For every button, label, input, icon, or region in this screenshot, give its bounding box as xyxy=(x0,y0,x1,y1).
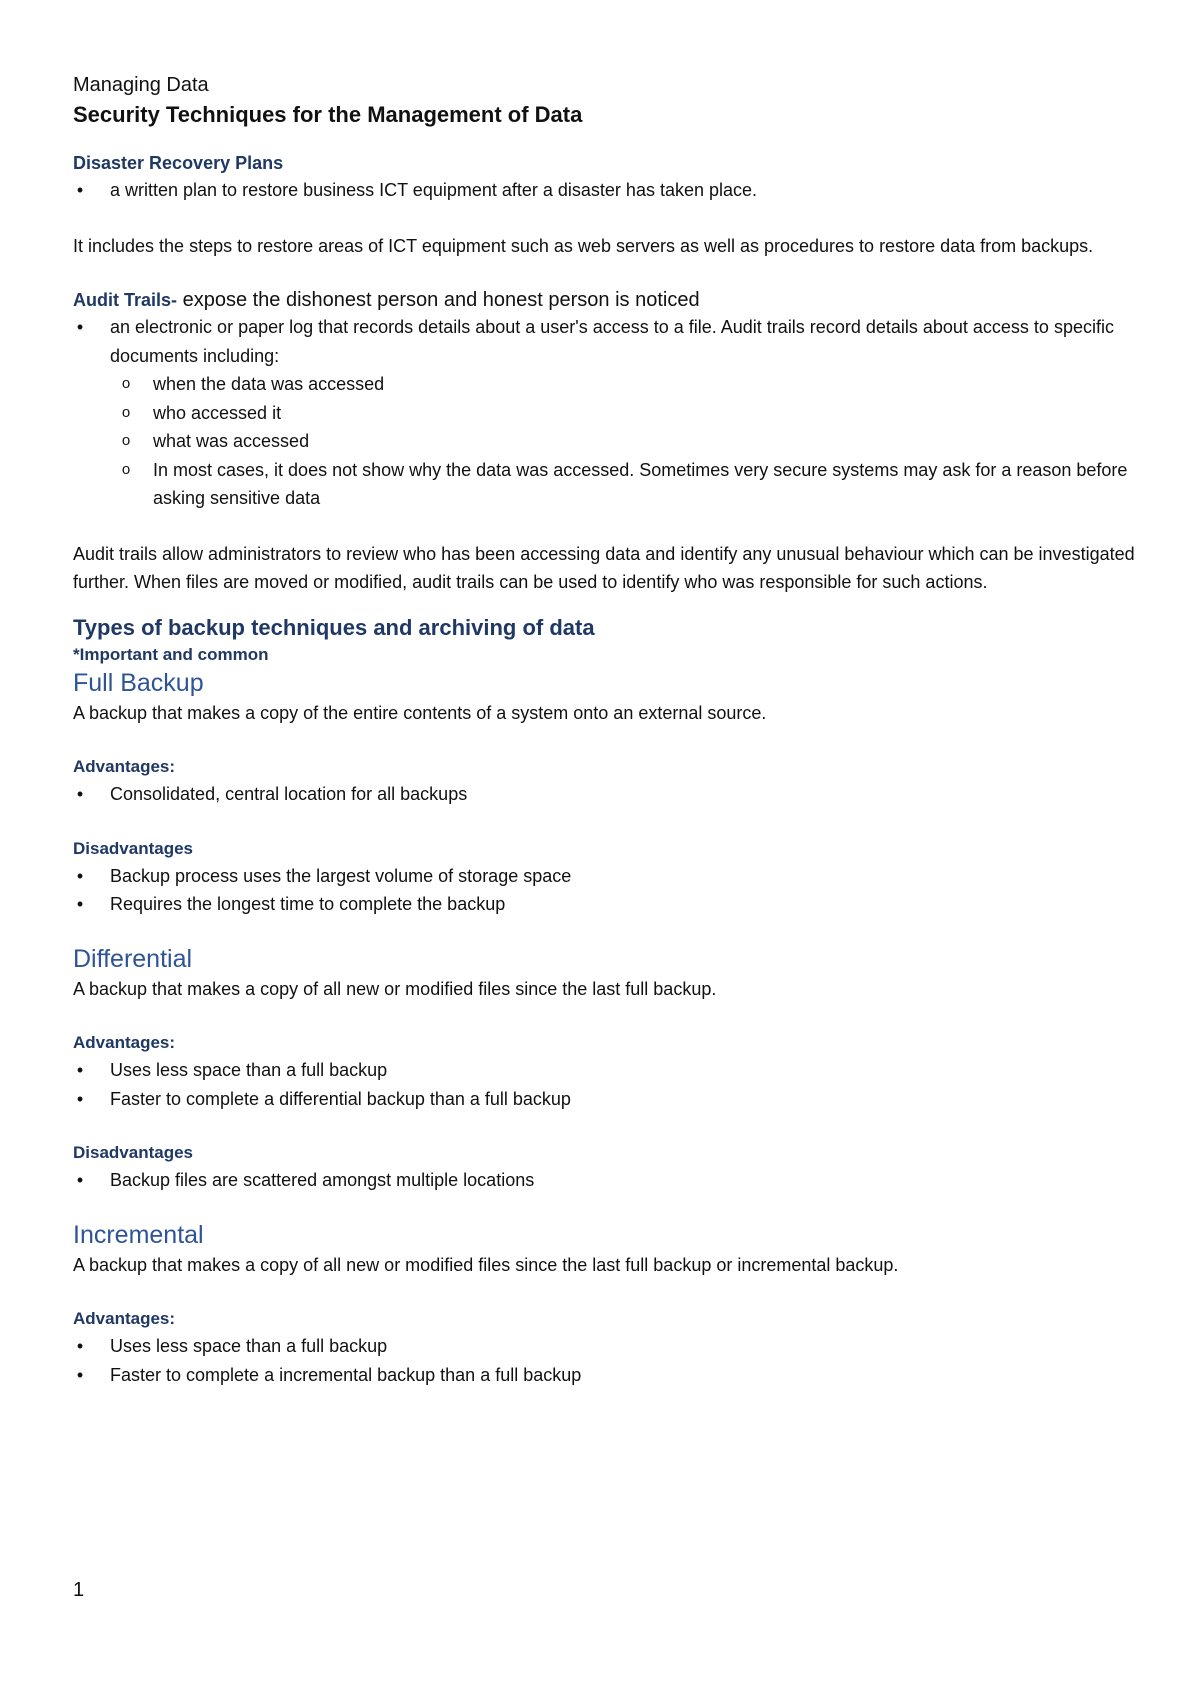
audit-trails-heading xyxy=(73,287,1143,313)
differential-description: A backup that makes a copy of all new or modified files since the last full backup. xyxy=(73,978,717,999)
list-item: • Backup process uses the largest volume of storage space xyxy=(73,862,1143,891)
bullet-icon: • xyxy=(76,894,84,914)
audit-trails-list xyxy=(73,313,1143,513)
differential-advantages-label: Advantages: xyxy=(73,1033,176,1052)
disaster-recovery-paragraph: It includes the steps to restore areas of ICT equipment such as web servers as well as procedures to restore data from backups. xyxy=(73,235,1094,256)
bullet-icon: • xyxy=(76,784,84,804)
incremental-heading: Incremental xyxy=(73,1220,204,1249)
document-label: Managing Data xyxy=(73,74,209,96)
bullet-icon: • xyxy=(76,1336,84,1356)
sub-list-item: o In most cases, it does not show why the data was accessed. Sometimes very secure systems may ask for a reason before asking sensitive data xyxy=(73,456,1143,513)
list-item: • Backup files are scattered amongst multiple locations xyxy=(73,1166,1143,1195)
bullet-icon: • xyxy=(76,1088,84,1109)
bullet-icon: • xyxy=(76,317,84,337)
full-backup-disadvantages-list xyxy=(73,862,1143,919)
full-backup-heading: Full Backup xyxy=(73,668,204,697)
audit-trails-sublist xyxy=(110,370,1143,513)
bullet-icon: • xyxy=(76,1364,84,1385)
circle-bullet-icon: o xyxy=(121,375,131,392)
list-item: • Consolidated, central location for all backups xyxy=(73,780,1143,809)
circle-bullet-icon: o xyxy=(121,460,131,478)
sub-list-item: o when the data was accessed xyxy=(73,370,1143,399)
audit-trails-heading-suffix: expose the dishonest person and honest person is noticed xyxy=(177,289,700,311)
differential-advantages-list xyxy=(73,1056,1143,1113)
bullet-icon: • xyxy=(76,1170,84,1190)
incremental-advantages-label: Advantages: xyxy=(73,1309,176,1328)
full-backup-advantages-label: Advantages: xyxy=(73,757,176,776)
disaster-recovery-heading: Disaster Recovery Plans xyxy=(73,153,284,173)
backup-types-note: *Important and common xyxy=(73,644,269,664)
full-backup-description: A backup that makes a copy of the entire contents of a system onto an external source. xyxy=(73,702,767,723)
document-title: Security Techniques for the Management of Data xyxy=(73,102,583,127)
full-backup-advantages-list xyxy=(73,780,1143,809)
list-item: • Requires the longest time to complete the backup xyxy=(73,890,1143,919)
sub-list-item: o what was accessed xyxy=(73,427,1143,456)
list-item: • Uses less space than a full backup xyxy=(73,1056,1143,1085)
circle-bullet-icon: o xyxy=(121,432,131,449)
bullet-icon: • xyxy=(76,865,84,886)
backup-types-heading: Types of backup techniques and archiving of data xyxy=(73,614,595,640)
list-item: • Uses less space than a full backup xyxy=(73,1332,1143,1361)
list-item: • an electronic or paper log that records details about a user's access to a file. Audit trails record details about access to specific documents including: o when the data was accessed o who accessed it o what was accessed o In most cases, it does not show why the data was accessed. Sometimes very secure systems may ask for a reason before asking sensitive data xyxy=(73,313,1143,513)
disaster-recovery-list xyxy=(73,176,1143,205)
differential-disadvantages-label: Disadvantages xyxy=(73,1143,193,1162)
list-item: • Faster to complete a incremental backup than a full backup xyxy=(73,1361,1143,1390)
audit-trails-paragraph: Audit trails allow administrators to review who has been accessing data and identify any unusual behaviour which can be investigated further. When files are moved or modified, audit trails can be used to identify who was responsible for such actions. xyxy=(73,543,1135,592)
incremental-advantages-list xyxy=(73,1332,1143,1389)
differential-disadvantages-list xyxy=(73,1166,1143,1195)
list-item: • Faster to complete a differential backup than a full backup xyxy=(73,1085,1143,1114)
bullet-icon: • xyxy=(76,180,84,200)
page-content xyxy=(73,72,1143,1389)
list-item: • a written plan to restore business ICT equipment after a disaster has taken place. xyxy=(73,176,1143,205)
full-backup-disadvantages-label: Disadvantages xyxy=(73,838,193,858)
page-number: 1 xyxy=(73,1579,85,1601)
incremental-description: A backup that makes a copy of all new or modified files since the last full backup or incremental backup. xyxy=(73,1254,899,1275)
bullet-icon: • xyxy=(76,1060,84,1080)
differential-heading: Differential xyxy=(73,944,193,973)
sub-list-item: o who accessed it xyxy=(73,399,1143,428)
circle-bullet-icon: o xyxy=(121,403,131,421)
audit-trails-heading-label: Audit Trails- xyxy=(73,290,178,310)
